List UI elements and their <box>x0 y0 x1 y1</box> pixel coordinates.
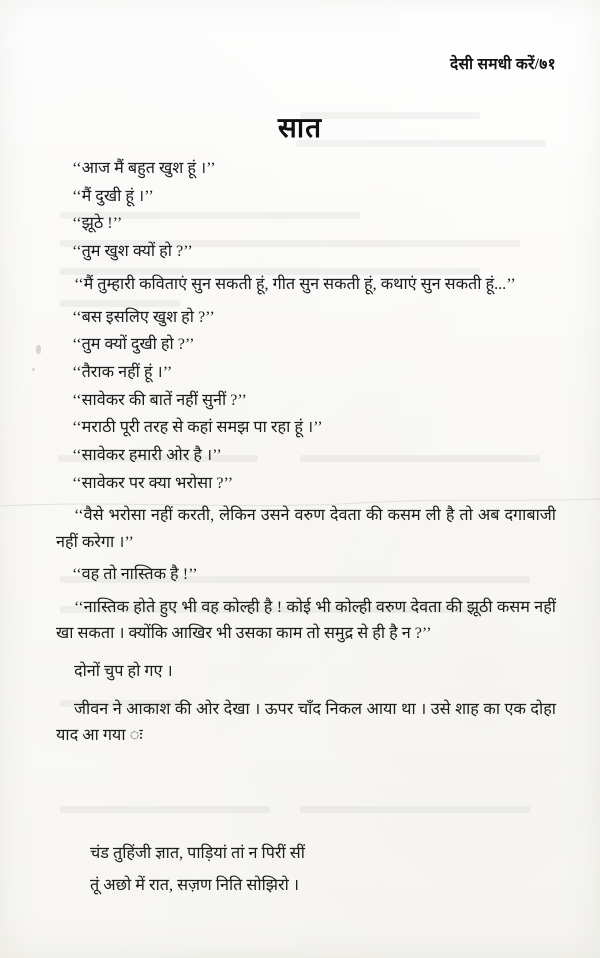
paper-speck <box>36 345 41 354</box>
paragraph: ‘‘सावेकर की बातें नहीं सुनीं ?’’ <box>72 390 247 409</box>
paragraph: ‘‘आज मैं बहुत खुश हूं ।’’ <box>72 159 216 177</box>
paragraph: ‘‘सावेकर पर क्या भरोसा ?’’ <box>72 473 234 492</box>
chapter-title: सात <box>277 113 323 144</box>
paragraph: ‘‘तैराक नहीं हूं ।’’ <box>72 362 173 381</box>
paragraph: ‘‘वैसे भरोसा नहीं करती, लेकिन उसने वरुण देवता की कसम ली है तो अब दगाबाजी नहीं करेगा ।’’ <box>56 506 556 551</box>
paper-speck <box>32 368 35 371</box>
page-running-header: देसी समधी करें/७१ <box>449 56 556 73</box>
page-body-text <box>56 160 556 760</box>
verse-line: चंड तुहिंजी ज्ञात, पाड़ियां तां न पिरीं सीं <box>90 844 305 862</box>
verse-line: तूं अछो में रात, सज़ण निति सोझिरो । <box>90 875 299 894</box>
paragraph: ‘‘मैं तुम्हारी कविताएं सुन सकती हूं, गीत सुन सकती हूं, कथाएं सुन सकती हूं...’’ <box>74 274 516 293</box>
paragraph: दोनों चुप हो गए । <box>74 662 173 681</box>
paragraph: ‘‘वह तो नास्तिक है !’’ <box>72 565 198 584</box>
paragraph: ‘‘तुम क्यों दुखी हो ?’’ <box>72 335 195 354</box>
paragraph: जीवन ने आकाश की ओर देखा । ऊपर चाँद निकल आया था । उसे शाह का एक दोहा याद आ गया ः <box>56 699 556 745</box>
paragraph: ‘‘मैं दुखी हूं ।’’ <box>72 186 154 205</box>
paragraph: ‘‘नास्तिक होते हुए भी वह कोल्ही है ! कोई भी कोल्ही वरुण देवता की झूठी कसम नहीं खा सकता । क्योंकि आखिर भी उसका काम तो समुद्र से ही है न ?’’ <box>56 598 556 643</box>
verse-block <box>90 838 540 901</box>
paragraph: ‘‘मराठी पूरी तरह से कहां समझ पा रहा हूं ।’’ <box>72 418 323 437</box>
paragraph: ‘‘झूठे !’’ <box>72 214 123 233</box>
paragraph: ‘‘तुम खुश क्यों हो ?’’ <box>72 242 193 261</box>
paragraph: ‘‘बस इसलिए खुश हो ?’’ <box>72 307 215 326</box>
paragraph: ‘‘सावेकर हमारी ओर है ।’’ <box>72 446 222 465</box>
